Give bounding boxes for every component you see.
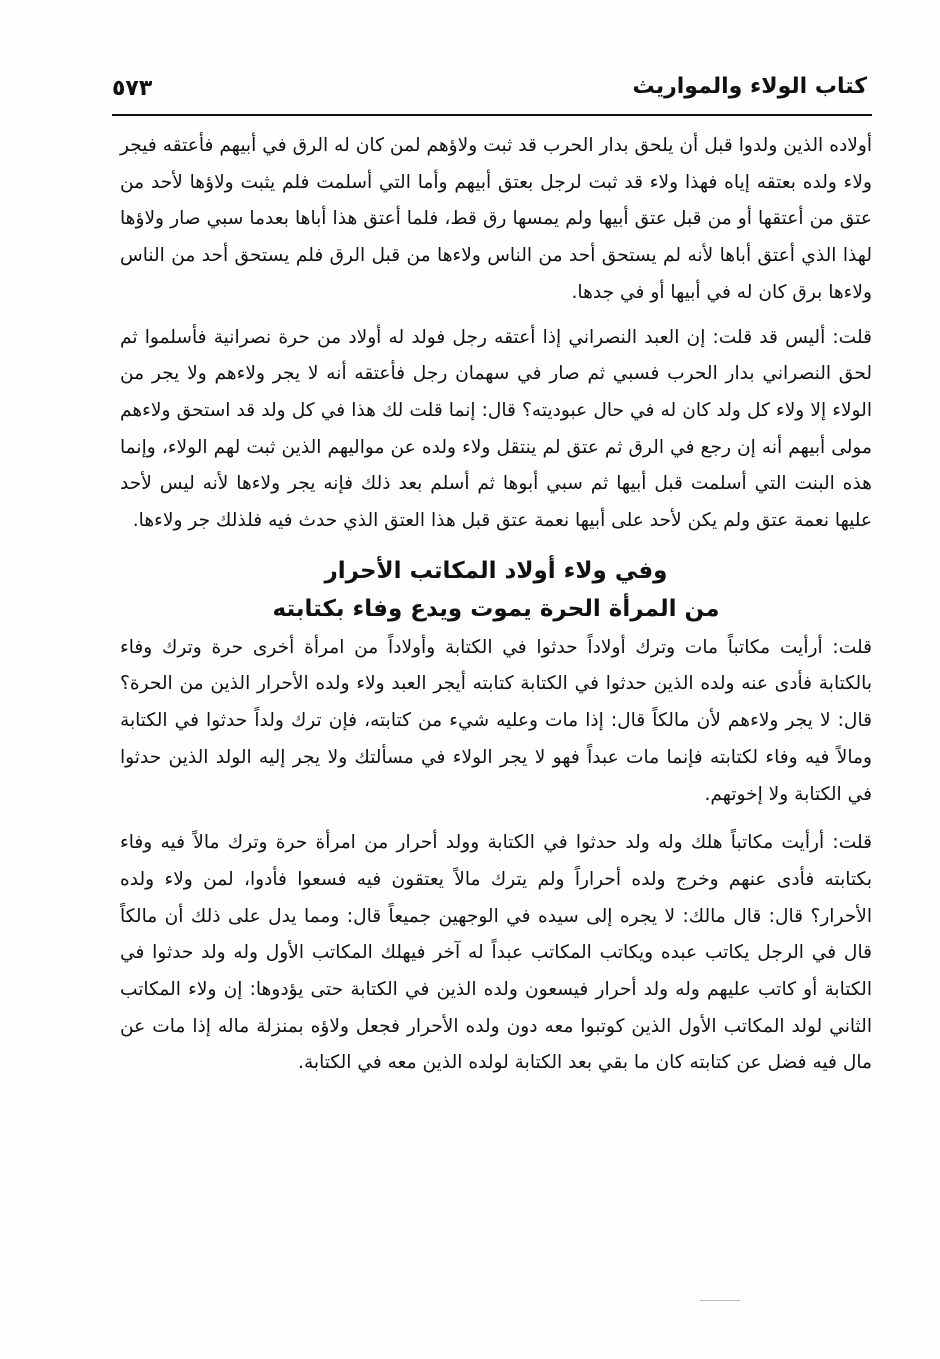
header-rule (112, 114, 872, 116)
section-heading-line: من المرأة الحرة يموت ويدع وفاء بكتابته (272, 595, 720, 622)
body-text (120, 128, 872, 1090)
section-heading (120, 552, 872, 628)
paragraph: قلت: أرأيت مكاتباً هلك وله ولد حدثوا في الكتابة وولد أحرار من امرأة حرة وترك مالاً فيه وفاء بكتابته فأدى عنهم وخرج ولده أحراراً ولم يترك مالاً يعتقون فيه فسعوا فأدوا، لمن ولاء ولده الأحرار؟ قال: قال مالك: لا يجره إلى سيده في الوجهين جميعاً قال: ومما يدل على ذلك أن مالكاً قال في الرجل يكاتب عبده ويكاتب المكاتب عبداً له آخر فيهلك المكاتب الأول وله ولد حدثوا في الكتابة أو كاتب عليهم وله ولد أحرار فيسعون ولده الذين في الكتابة حتى يؤدوها: إن ولاء المكاتب الثاني لولد المكاتب الأول الذين كوتبوا معه دون ولده الأحرار فجعل ولاؤه بمنزلة ماله إذا مات عن مال فيه فضل عن كتابته كان ما بقي بعد الكتابة لولده الذين معه في الكتابة. (120, 832, 872, 1074)
page-number: ٥٧٣ (112, 76, 153, 101)
running-title: كتاب الولاء والمواريث (632, 74, 867, 99)
page-header (112, 72, 867, 112)
paragraph: قلت: أرأيت مكاتباً مات وترك أولاداً حدثوا في الكتابة وأولاداً من امرأة أخرى حرة وترك وفاء بالكتابة فأدى عنه ولده الذين حدثوا في الكتابة كتابته أيجر العبد ولاء ولده الأحرار الذين من الحرة؟ قال: لا يجر ولاءهم لأن مالكاً قال: إذا مات وعليه شيء من كتابته، فإن ترك ولداً حدثوا في الكتابة ومالاً فيه وفاء لكتابته فإنما مات عبداً فهو لا يجر الولاء في مسألتك ولا يجر إليه الولد الذين حدثوا في الكتابة ولا إخوتهم. (120, 636, 872, 805)
paragraph: قلت: أليس قد قلت: إن العبد النصراني إذا أعتقه رجل فولد له أولاد من حرة نصرانية فأسلموا ثم لحق النصراني بدار الحرب فسبي ثم صار في سهمان رجل فأعتقه أنه لا يجر ولاءهم ولا يجر من الولاء إلا ولاء كل ولد كان له في حال عبوديته؟ قال: إنما قلت لك هذا في كل ولد قد استحق ولاءهم مولى أبيهم أنه إن رجع في الرق ثم عتق لم ينتقل ولاء ولده عن مواليهم الذين ثبت لهم الولاء، وإنما هذه البنت التي أسلمت قبل أبيها ثم سبي أبوها ثم أسلم بعد ذلك فإنه يجر ولاءها لأنه ليس لأحد عليها نعمة عتق ولم يكن لأحد على أبيها نعمة عتق قبل هذا العتق الذي حدث فيه فلذلك جر ولاءها. (120, 326, 872, 532)
footer-mark (700, 1300, 740, 1301)
section-heading-line: وفي ولاء أولاد المكاتب الأحرار (324, 557, 668, 584)
paragraph: أولاده الذين ولدوا قبل أن يلحق بدار الحرب قد ثبت ولاؤهم لمن كان له الرق في أبيهم فأعتقه فيجر ولاء ولده بعتقه إياه فهذا ولاء قد ثبت لرجل بعتق أبيهم وأما التي أسلمت فلم يثبت ولاؤها لأحد من عتق من أعتقها أو من قبل عتق أبيها ولم يمسها رق قط، فلما أعتق هذا أباها بعدما سبي صار ولاؤها لهذا الذي أعتق أباها لأنه لم يستحق أحد من الناس ولاءها من قبل الرق فلم يستحق أحد من الناس ولاءها برق كان له في أبيها أو في جدها. (120, 135, 872, 303)
